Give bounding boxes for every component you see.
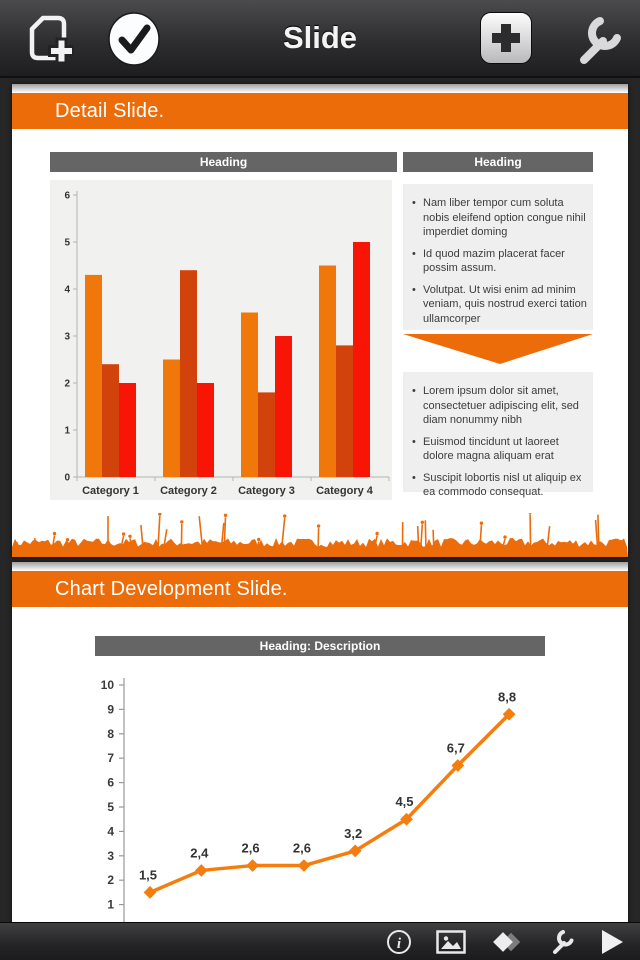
add-element-button[interactable] [480,12,532,64]
settings-button[interactable] [548,928,576,956]
play-icon [600,929,624,955]
line-chart-box[interactable] [62,670,628,927]
svg-text:5: 5 [64,237,70,249]
wrench-icon [570,12,626,68]
svg-text:3: 3 [64,331,70,343]
svg-text:Category 4: Category 4 [316,485,373,497]
line-chart [62,670,582,922]
svg-text:Category 2: Category 2 [160,485,217,497]
svg-text:6: 6 [107,775,114,790]
svg-text:6,7: 6,7 [446,740,465,756]
bullet-box-top[interactable] [403,184,593,330]
info-icon [386,929,412,955]
left-heading-bar: Heading [50,152,397,172]
image-icon [436,930,466,954]
bar-chart-box[interactable] [50,180,392,500]
play-button[interactable] [600,929,624,955]
svg-text:1: 1 [64,425,70,437]
transition-diamonds-icon [490,929,524,955]
svg-text:3,2: 3,2 [344,825,363,841]
slide-top-strip [12,562,628,571]
svg-text:8: 8 [107,726,114,741]
bullet-list-bottom [409,384,587,500]
svg-text:7: 7 [107,751,114,766]
slide-detail[interactable] [12,84,628,557]
svg-text:2,6: 2,6 [292,840,311,856]
down-arrow-icon [403,334,593,364]
bullet-item: • Nam liber tempor cum soluta nobis eleifend option congue nihil imperdiet doming [409,196,587,240]
svg-text:2: 2 [64,378,70,390]
bullet-item: • Suscipit lobortis nisl ut aliquip ex ea commodo consequat. [409,471,587,500]
svg-text:3: 3 [107,848,114,863]
grass-decoration [12,513,628,557]
chart-heading-bar: Heading: Description [95,636,545,656]
top-toolbar [0,0,640,78]
right-heading-bar: Heading [403,152,593,172]
page-title: Slide [282,20,358,55]
svg-text:4: 4 [64,284,70,296]
svg-text:Category 1: Category 1 [82,485,139,497]
svg-text:2,4: 2,4 [190,845,209,861]
plus-icon [491,23,521,53]
bullet-list-top [409,196,587,326]
slide1-title: Detail Slide. [12,93,628,129]
svg-text:Category 3: Category 3 [238,485,295,497]
svg-text:i: i [396,935,402,952]
bottom-toolbar [0,922,640,960]
svg-text:2,6: 2,6 [241,840,260,856]
svg-text:4,5: 4,5 [395,794,414,810]
image-button[interactable] [436,930,466,954]
slide2-title: Chart Development Slide. [12,571,628,607]
wrench-small-icon [548,928,576,956]
bullet-item: • Volutpat. Ut wisi enim ad minim veniam, quis nostrud exerci tation ullamcorper [409,283,587,327]
bullet-item: • Id quod mazim placerat facer possim assum. [409,247,587,276]
bullet-box-bottom[interactable] [403,372,593,499]
svg-text:1: 1 [107,897,114,912]
slide-top-strip [12,84,628,93]
transition-button[interactable] [490,929,524,955]
svg-text:10: 10 [100,678,114,692]
svg-text:9: 9 [107,702,114,717]
svg-text:2: 2 [107,873,114,888]
bar-chart [50,180,392,500]
svg-text:0: 0 [64,472,70,484]
slide-chart-development[interactable] [12,562,628,960]
svg-text:8,8: 8,8 [498,689,517,705]
svg-text:4: 4 [107,824,114,839]
svg-text:5: 5 [107,800,114,814]
bullet-item: • Euismod tincidunt ut laoreet dolore magna aliquam erat [409,435,587,464]
svg-text:6: 6 [64,190,70,202]
tools-button[interactable] [570,12,626,73]
info-button[interactable] [386,929,412,955]
bullet-item: • Lorem ipsum dolor sit amet, consectetuer adipiscing elit, sed diam nonummy nibh [409,384,587,428]
svg-text:1,5: 1,5 [138,867,158,883]
slide-deck [0,80,640,960]
